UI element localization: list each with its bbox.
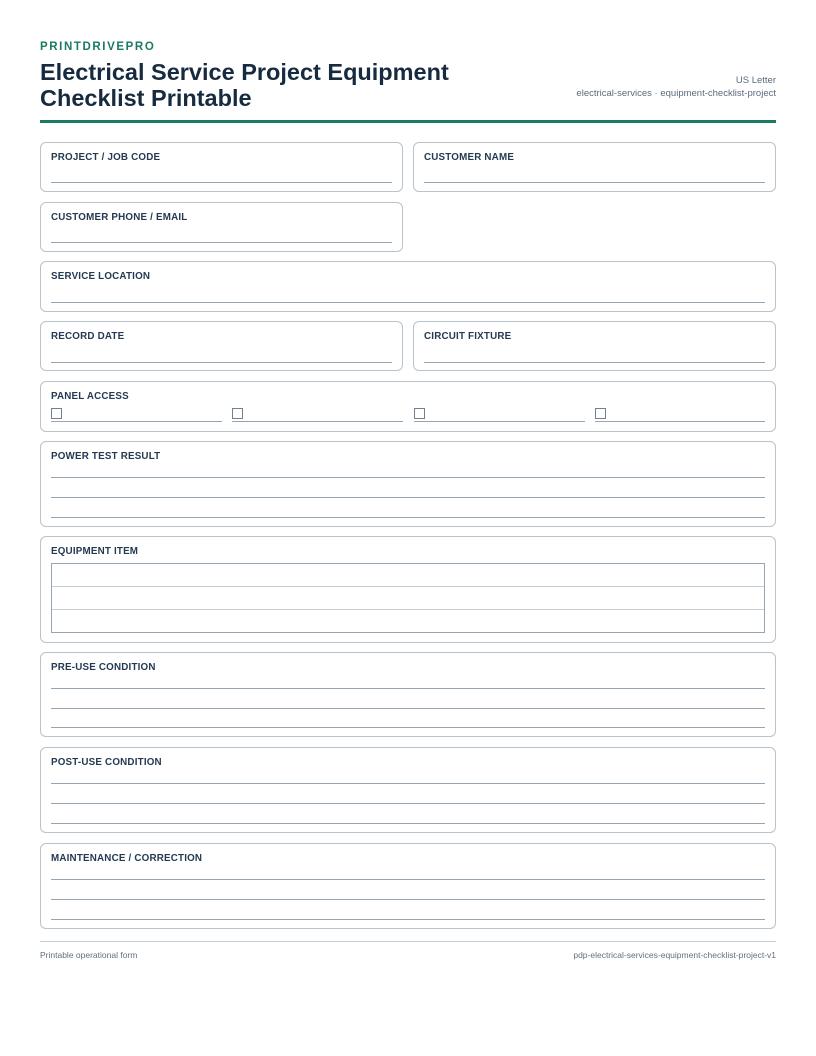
title-row [40, 59, 776, 111]
header-rule [40, 120, 776, 123]
post-use-condition-field[interactable] [40, 747, 776, 833]
field-label: POST-USE CONDITION [51, 757, 162, 768]
field-label: RECORD DATE [51, 331, 125, 342]
footer-left-text: Printable operational form [40, 950, 138, 960]
write-line[interactable] [51, 242, 392, 243]
page-footer [40, 941, 776, 960]
table-row[interactable] [52, 610, 764, 633]
customer-phone-email-field[interactable] [40, 202, 403, 252]
document-meta [576, 74, 776, 111]
write-line[interactable] [51, 708, 765, 709]
checkbox[interactable] [595, 408, 606, 419]
project-job-code-field[interactable] [40, 142, 403, 192]
service-location-field[interactable] [40, 261, 776, 312]
write-line[interactable] [51, 783, 765, 784]
write-line[interactable] [51, 362, 392, 363]
write-line[interactable] [51, 477, 765, 478]
page-title: Electrical Service Project Equipment Checklist Printable [40, 59, 449, 111]
field-label: EQUIPMENT ITEM [51, 546, 139, 557]
write-line[interactable] [51, 302, 765, 303]
record-date-field[interactable] [40, 321, 403, 371]
write-line[interactable] [51, 919, 765, 920]
write-line[interactable] [424, 182, 765, 183]
panel-access-field [40, 381, 776, 432]
customer-name-field[interactable] [413, 142, 776, 192]
document-slug: electrical-services · equipment-checklist-project [576, 88, 776, 99]
checkbox[interactable] [414, 408, 425, 419]
circuit-fixture-field[interactable] [413, 321, 776, 371]
paper-size: US Letter [735, 75, 776, 86]
field-label: PRE-USE CONDITION [51, 662, 156, 673]
write-line[interactable] [51, 688, 765, 689]
option-write-line[interactable] [232, 421, 403, 422]
option-write-line[interactable] [595, 421, 765, 422]
write-line[interactable] [51, 497, 765, 498]
field-label: POWER TEST RESULT [51, 451, 161, 462]
table-row[interactable] [52, 587, 764, 610]
checkbox[interactable] [51, 408, 62, 419]
write-line[interactable] [51, 899, 765, 900]
option-write-line[interactable] [51, 421, 222, 422]
brand-name: PRINTDRIVEPRO [40, 41, 156, 53]
write-line[interactable] [51, 727, 765, 728]
field-label: MAINTENANCE / CORRECTION [51, 853, 203, 864]
page-header [40, 40, 776, 123]
field-label: SERVICE LOCATION [51, 271, 151, 282]
equipment-table [51, 563, 765, 633]
table-row[interactable] [52, 564, 764, 587]
write-line[interactable] [424, 362, 765, 363]
equipment-item-field [40, 536, 776, 643]
field-label: PANEL ACCESS [51, 391, 129, 402]
write-line[interactable] [51, 879, 765, 880]
maintenance-correction-field[interactable] [40, 843, 776, 929]
write-line[interactable] [51, 182, 392, 183]
write-line[interactable] [51, 517, 765, 518]
field-label: CUSTOMER PHONE / EMAIL [51, 212, 188, 223]
write-line[interactable] [51, 803, 765, 804]
power-test-result-field[interactable] [40, 441, 776, 527]
write-line[interactable] [51, 823, 765, 824]
footer-form-id: pdp-electrical-services-equipment-checklist-project-v1 [573, 950, 776, 960]
field-label: CUSTOMER NAME [424, 152, 515, 163]
checkbox[interactable] [232, 408, 243, 419]
pre-use-condition-field[interactable] [40, 652, 776, 737]
field-label: PROJECT / JOB CODE [51, 152, 161, 163]
option-write-line[interactable] [414, 421, 585, 422]
field-label: CIRCUIT FIXTURE [424, 331, 512, 342]
